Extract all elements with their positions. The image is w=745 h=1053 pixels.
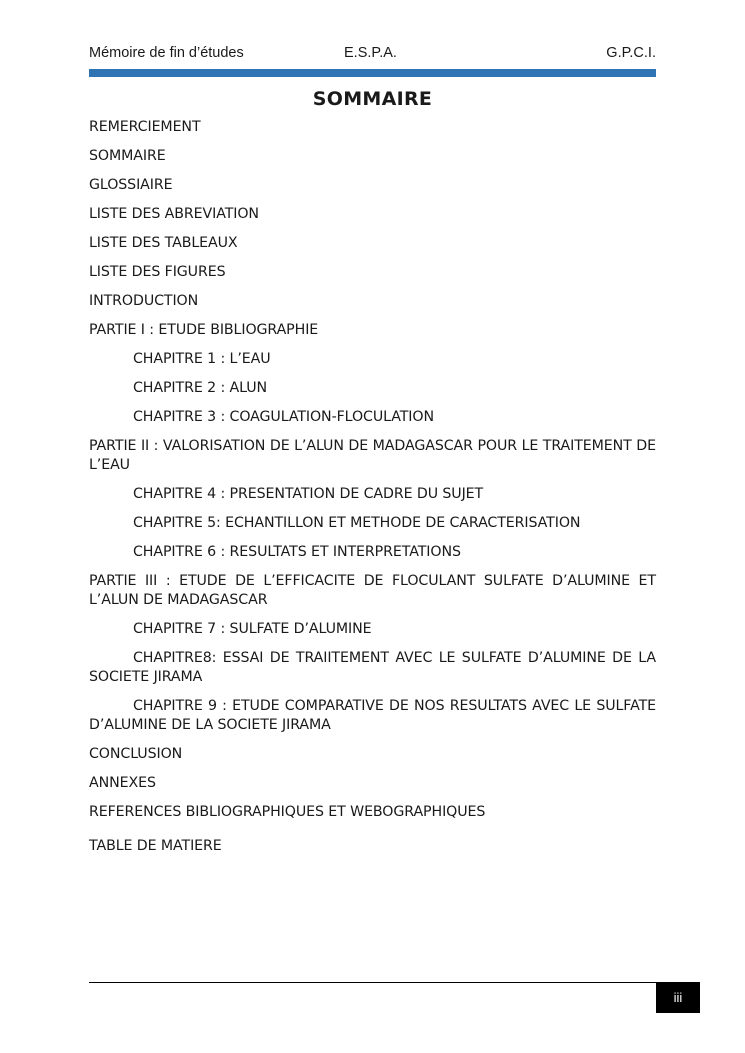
toc-part-entry[interactable]: PARTIE III : ETUDE DE L’EFFICACITE DE FLOCULANT SULFATE D’ALUMINE ET L’ALUN DE MADAGASCAR (89, 573, 656, 608)
toc-entry[interactable]: GLOSSIAIRE (89, 177, 173, 193)
toc-entry[interactable]: REMERCIEMENT (89, 119, 201, 135)
toc-entry[interactable]: REFERENCES BIBLIOGRAPHIQUES ET WEBOGRAPHIQUES (89, 804, 486, 820)
toc-chapter-entry[interactable]: CHAPITRE 2 : ALUN (133, 380, 268, 396)
header-rule (89, 69, 656, 77)
toc-chapter-entry[interactable]: CHAPITRE 7 : SULFATE D’ALUMINE (133, 621, 372, 637)
page-number: iii (656, 982, 700, 1013)
toc-chapter-entry[interactable]: CHAPITRE 6 : RESULTATS ET INTERPRETATIONS (133, 544, 461, 560)
toc-entry[interactable]: LISTE DES FIGURES (89, 264, 226, 280)
header-department: G.P.C.I. (606, 45, 656, 61)
toc-entry[interactable]: LISTE DES ABREVIATION (89, 206, 259, 222)
toc-chapter-entry[interactable]: CHAPITRE 9 : ETUDE COMPARATIVE DE NOS RESULTATS AVEC LE SULFATE D’ALUMINE DE LA SOCIETE JIRAMA (89, 698, 656, 733)
toc-chapter-entry[interactable]: CHAPITRE 1 : L’EAU (133, 351, 271, 367)
table-of-contents (89, 118, 656, 866)
toc-entry[interactable]: SOMMAIRE (89, 148, 166, 164)
footer-rule (89, 982, 699, 983)
toc-chapter-entry[interactable]: CHAPITRE8: ESSAI DE TRAIITEMENT AVEC LE SULFATE D’ALUMINE DE LA SOCIETE JIRAMA (89, 650, 656, 685)
toc-chapter-entry[interactable]: CHAPITRE 4 : PRESENTATION DE CADRE DU SUJET (133, 486, 484, 502)
page-header (89, 45, 656, 65)
toc-part-entry[interactable]: PARTIE I : ETUDE BIBLIOGRAPHIE (89, 322, 319, 338)
toc-part-entry[interactable]: PARTIE II : VALORISATION DE L’ALUN DE MADAGASCAR POUR LE TRAITEMENT DE L’EAU (89, 438, 656, 473)
toc-entry[interactable]: ANNEXES (89, 775, 156, 791)
toc-entry[interactable]: INTRODUCTION (89, 293, 199, 309)
page-title: SOMMAIRE (312, 88, 433, 110)
header-school: E.S.P.A. (344, 45, 397, 61)
toc-chapter-entry[interactable]: CHAPITRE 5: ECHANTILLON ET METHODE DE CARACTERISATION (133, 515, 581, 531)
toc-entry[interactable]: TABLE DE MATIERE (89, 838, 222, 854)
toc-entry[interactable]: CONCLUSION (89, 746, 183, 762)
toc-entry[interactable]: LISTE DES TABLEAUX (89, 235, 238, 251)
header-document-type: Mémoire de fin d’études (89, 45, 244, 61)
toc-chapter-entry[interactable]: CHAPITRE 3 : COAGULATION-FLOCULATION (133, 409, 434, 425)
